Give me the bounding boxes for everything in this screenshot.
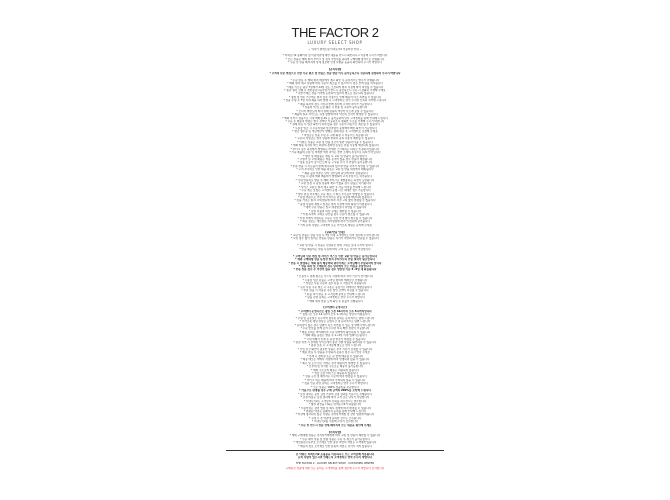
terms-line: * 주문 전 반드시 상품 상세 페이지의 모든 내용을 확인해 주세요 (298, 423, 372, 427)
terms-line: * 더팩토리2를 이용해 주셔서 감사합니다 (311, 420, 359, 424)
terms-line: * 교환 및 반품 시 상품은 수령하신 상태 그대로 보내 주셔야 합니다 (297, 244, 373, 248)
terms-line: * 모니터 해상도에 따라 실제 상품의 색상이 다르게 보일 수 있습니다 (296, 109, 374, 113)
terms-line: * 상품 수령 후 7일 이내 제품 하자 발생 시 고객센터로 연락 주시면 신속히 처리해 드립니다 (283, 99, 387, 103)
terms-line: * 관부가세는 상품 가격에 포함되어 있으며 별도로 청구되지 않습니다 (295, 92, 375, 96)
terms-line: * 고객님의 단순 변심 및 사이즈 미스로 인한 교환 및 반품은 불가능합니다 (293, 254, 377, 258)
terms-line: * 점심시간 오후 12시부터 오후 1시까지는 상담이 어렵습니다 (300, 313, 370, 317)
terms-line: * 교환 요청 시 동일 상품의 재고가 없을 경우 환불로 처리됩니다 (298, 182, 372, 186)
shop-logo[interactable]: THE FACTOR 2 (291, 25, 379, 40)
terms-line: * 리셀 목적의 구매로 판단될 경우 주문이 취소될 수 있습니다 (300, 213, 370, 217)
terms-line: * 해외 배송 송장은 발송 후 1~2일 이내 업데이트됩니다 (303, 334, 367, 338)
terms-line: * 향수 및 화장품은 개봉 후 교환 및 반품이 불가능합니다 (303, 154, 367, 158)
terms-line: * 배송지 정보 오기재로 인한 분실의 책임은 당사가 지지 않습니다 (298, 444, 372, 448)
terms-line: * 약관에 명시되지 않은 사항은 전자상거래법 및 관련 법령에 따릅니다 (295, 413, 375, 417)
terms-line: * 가품으로 판명될 경우 구매 금액의 200%를 보상해 드립니다 (299, 389, 371, 393)
terms-line: * 카카오톡 채널 상담은 운영시간 내 순차적으로 답변 드립니다 (299, 320, 371, 324)
terms-line: * 교환 및 반품은 상품 수령 후 7일 이내 고객센터로 먼저 접수해 주셔야 합니다 (290, 233, 380, 237)
section-heading: [교환/반품 안내] (325, 230, 345, 234)
terms-line: * 사전 접수 없이 임의로 반송된 상품은 처리가 지연되거나 반송될 수 있습니다 (290, 237, 380, 241)
terms-line: * 해외 구매대행 상품은 전자상거래법에 따라 교환 및 반품이 제한될 수 있습니다 (289, 434, 381, 438)
terms-line: * 결제 완료 후 입금 확인이 되지 않을 경우 주문이 자동으로 취소될 수 있습니다 (290, 123, 380, 127)
terms-line: * 반품 상품 검수 후 이상이 없을 경우 영업일 기준 3~5일 내 환불됩니다 (293, 268, 377, 272)
section-heading: [공지사항] (328, 68, 342, 72)
terms-line: * 제품 하자의 경우 사진과 함께 접수해 주셔야 처리가 가능합니다 (298, 102, 372, 106)
terms-body (222, 54, 448, 448)
terms-line: * 부재 시 경비실 또는 문 앞에 배송될 수 있습니다 (306, 354, 364, 358)
terms-line: * 구매 시 본 약관에 동의한 것으로 간주됩니다 (308, 416, 362, 420)
terms-line: * 가죽 제품의 주름 및 미세한 색상 차이는 천연 소재의 특성으로 하자가 아닙니다 (289, 151, 381, 155)
terms-line: * 환불 처리 완료 후 고객님께 문자로 안내해 드립니다 (304, 292, 366, 296)
footer-small-line: THE FACTOR 2 · LUXURY SELECT SHOP · CUSTOMER CENTER (295, 461, 375, 465)
terms-line: * 주문 취소 요청은 고객센터 운영 시간 내에만 접수 가능합니다 (299, 189, 371, 193)
terms-line: * 개인통관고유부호 오기재로 인한 통관 지연의 책임은 고객에게 있습니다 (293, 441, 377, 445)
footer-red-notice: 구매하신 상품에 대한 모든 문의는 고객센터를 통해 접수해 주시기 바랍니다 감사합니다 (285, 467, 385, 471)
intro-line: ~ 럭셔리 셀렉트샵 더팩토리2 이용약관 안내 ~ (308, 48, 362, 51)
terms-line: * 신용카드 결제 취소는 카드사 사정에 따라 처리 기간이 상이합니다 (296, 275, 374, 279)
terms-line: * 수입 요건 확인이 필요한 상품은 추가 서류가 요청될 수 있습니다 (297, 347, 373, 351)
terms-document (222, 22, 448, 498)
terms-line: * 배송 메모는 택배사 사정에 따라 반영되지 않을 수 있습니다 (300, 358, 370, 362)
terms-line: * 주문 제작 상품 및 맞춤 상품은 주문 후 취소가 불가능합니다 (300, 437, 370, 441)
terms-line: * 상품 가격은 현지 시세 변동에 따라 사전 고지 없이 변경될 수 있습니다 (294, 199, 376, 203)
terms-line: * 쿠폰 사용 주문 취소 시 쿠폰은 유효기간 내에서만 재발급됩니다 (298, 285, 372, 289)
terms-line: * 정품 보증서 및 더스트백 등 구성품 누락 시 반품이 불가능합니다 (297, 161, 373, 165)
terms-line: * 문의량이 많은 경우 답변이 다소 지연될 수 있는 점 양해 부탁드립니다 (294, 323, 376, 327)
terms-line: * 주문 후 배송지 변경은 발주 전에만 가능하오니 정확한 주소를 기재해 주시기 바랍니다 (285, 120, 385, 124)
terms-line: * 제품의 실측 사이즈는 측정 방법에 따라 약간의 오차가 발생할 수 있습니다 (292, 113, 378, 117)
terms-line: * 명절 및 연휴 기간에는 현지 물류 사정으로 인해 배송이 다소 지연될 수 있습니다 (288, 95, 382, 99)
terms-line: * 해외 구매대행 상품 특성상 현지 부티크로의 반품 절차가 필요합니다 (295, 258, 375, 262)
terms-line: * 고객 부주의로 인한 제품 파손은 교환 및 반품 대상에서 제외됩니다 (296, 168, 374, 172)
terms-line: * 정품 인증 관련 문의는 고객센터로 연락 주시기 바랍니다 (302, 382, 368, 386)
terms-line: * 부분 환불 시 사용된 쿠폰 할인 금액이 차감될 수 있습니다 (301, 289, 369, 293)
terms-line: * 현금 영수증 및 세금계산서 발행은 결제 완료 후 고객센터로 요청해 주세요 (292, 130, 378, 134)
terms-line: * 해외 주소로의 배송은 지원하지 않습니다 (310, 368, 359, 372)
terms-line: * 상품 하자 및 오배송의 경우 당사에서 모든 비용을 부담합니다 (298, 265, 372, 269)
terms-line: * 항상 최선을 다하는 더팩토리2가 되겠습니다 (308, 403, 362, 407)
terms-line: * 반품 시 왕복 해외 배송비가 발생하며 고객 부담으로 처리됩니다 (298, 175, 372, 179)
terms-line: * 고객의 단순 변심으로 인한 주문 취소 및 반품은 상품 발송 이후 불가능하오니 신중하게 결정하여 주시기 바랍니다 (269, 71, 401, 75)
terms-line: * 보상 절차는 공인 감정 기관의 감정 결과를 기준으로 진행됩니다 (298, 392, 372, 396)
terms-line: * 고객센터 운영시간은 평일 오전 10시부터 오후 5시까지입니다 (298, 309, 372, 313)
terms-line: * 무통장 입금 시 주문자명과 입금자명이 동일해야 빠른 확인이 가능합니다 (293, 126, 377, 130)
terms-line: * 배송 기간은 평균 7일에서 14일 정도 소요되며 현지 사정에 따라 지연될 수 있습니다 (286, 85, 384, 89)
terms-line: * 통관 절차 진행 시 개인통관고유부호가 반드시 필요하오니 주문 시 정확히 기재해 주세요 (284, 88, 386, 92)
section-heading: [고객센터 운영시간] (323, 306, 347, 310)
terms-line: * 반품 배송비는 반품 사유에 따라 고객 또는 당사가 부담합니다 (299, 247, 371, 251)
footer-notice (222, 453, 448, 460)
terms-line: * 변경된 약관은 홈페이지 공지를 통해 안내해 드립니다 (303, 410, 367, 414)
terms-line: * 더팩토리2는 고객님의 신뢰를 최우선으로 생각합니다 (303, 399, 367, 403)
terms-line: * 배송 조회는 마이페이지 주문 내역에서 확인하실 수 있습니다 (299, 330, 371, 334)
footer-bold-line: 문의 사항이 있으시면 언제든지 고객센터로 연락 주시기 바랍니다 (298, 456, 372, 460)
terms-line: * 감정 비용은 감정 결과에 따라 고객 또는 당사가 부담합니다 (300, 396, 370, 400)
terms-line: * 회원 정보는 개인정보 처리방침에 따라 안전하게 관리됩니다 (300, 220, 370, 224)
footer-divider (226, 450, 444, 451)
terms-line: * 해외 배송 특성상 박스 외관의 경미한 손상은 반품 사유에 해당되지 않습니다 (290, 144, 380, 148)
terms-line: * 부티크 검수 과정에서 발생하는 미세한 스크래치는 하자로 인정되지 않습니다 (290, 147, 380, 151)
terms-line: * 더팩토리2 홈페이지 및 이용약관에 대한 내용을 반드시 확인하시고 이용해 주시기 바랍니다 (282, 54, 388, 58)
terms-line: * 국내 택배사 인계 후 송장 번호가 변경될 수 있습니다 (304, 337, 366, 341)
terms-line: * 주문 번호를 함께 남겨 주시면 더욱 빠른 상담이 가능합니다 (300, 327, 370, 331)
terms-line: * 선물 포장 서비스는 제공되지 않습니다 (312, 372, 358, 376)
terms-line: * 통관 지연 시 관세청 사이트에서 통관 진행 상황을 확인하실 수 있습니다 (293, 340, 377, 344)
terms-line: * 부티크 택은 제품에 따라 부착되지 않을 수 있습니다 (304, 378, 366, 382)
terms-line: * 모든 상품은 100% 정품임을 보증합니다 (311, 385, 359, 389)
terms-line: * 제품 불량 여부는 당사 검수팀의 판단에 따라 결정됩니다 (302, 171, 368, 175)
terms-line: * 주말 및 공휴일은 휴무이며 접수된 문의는 순차적으로 답변 드립니다 (295, 316, 375, 320)
terms-line: * 무통장 입금 환불은 고객님 명의의 계좌로만 진행됩니다 (302, 278, 368, 282)
terms-line: * 반품 시 발생하는 해외 왕복 배송비와 관부가세는 고객님께서 부담하셔야 합니다 (288, 261, 382, 265)
terms-line: * 해외 현지 반품 도착 확인 후 환불이 진행됩니다 (307, 299, 363, 303)
shop-tagline: LUXURY SELECT SHOP (307, 40, 363, 45)
terms-line: * 적립금은 상품 수령 후 구매 확정 시 자동으로 지급됩니다 (301, 133, 369, 137)
terms-line: * 발주 완료 이후에는 주문 취소 시 취소 수수료가 발생할 수 있습니다 (295, 192, 375, 196)
terms-line: * 국내 반품지로 발송 후 해외 부티크로 재발송하는 과정이 포함됩니다 (295, 178, 375, 182)
terms-line: * 부분 반품 시 사은품이 함께 회수되지 않으면 반품 처리가 지연될 수 있습니다 (290, 164, 380, 168)
terms-line: * 해외 부티크 정품으로 국내 백화점 AS 는 불가능하며 당사 고객센터를 통해 안내해 드립니다 (282, 116, 388, 120)
terms-line: * 사이즈 교환은 현지 재고 확인 후 가능 여부를 안내해 드립니다 (298, 185, 372, 189)
terms-line: * 해외 현지 재고 상황에 따라 주문이 취소될 수 있으며 이 경우 전액 환불 처리됩니다 (287, 82, 383, 86)
terms-line: * 품절 상품의 재입고 일정은 현지 사정에 따라 확정이 어렵습니다 (298, 202, 372, 206)
terms-line: * 통관 보류 시 고객님께 별도로 연락 드립니다 (308, 344, 362, 348)
terms-line: * 주문 완료 후 해외 현지 매장에서 재고 확인 후 순차적으로 발주가 진행됩니다 (290, 78, 380, 82)
terms-line: * 기타 문의 사항은 고객센터 또는 카카오톡 채널로 문의해 주세요 (298, 223, 372, 227)
section-heading: [주의사항] (328, 430, 342, 434)
terms-line: * 환불 관련 문의는 고객센터로 연락 주시기 바랍니다 (305, 296, 365, 300)
terms-line: * 환율 변동으로 인한 가격 차이는 환불 사유에 해당되지 않습니다 (298, 196, 372, 199)
footer-bold-line: 본 약관은 더팩토리2 쇼핑몰을 이용하시는 모든 고객님께 적용됩니다 (295, 452, 375, 456)
terms-line: * 상품 구성 및 패키지는 시즌에 따라 변경될 수 있습니다 (303, 375, 367, 379)
terms-line: * 부정 거래가 의심되는 주문은 사전 안내 없이 취소될 수 있습니다 (297, 216, 373, 220)
terms-line: * 모든 상품은 해외 현지 부티크 및 정식 수입처를 통하여 구매대행 방식으로 진행됩니다 (285, 57, 385, 61)
terms-line: * 쿠폰과 적립금은 일부 상품에 한하여 중복 사용이 제한될 수 있습니다 (295, 137, 375, 141)
terms-line: * 군부대 및 사서함 주소로는 배송이 불가능합니다 (306, 365, 364, 369)
terms-line: * 배송 완료 후 상품을 수령하지 못하신 경우 즉시 연락 주세요 (300, 351, 370, 355)
terms-line: * 적립금 사용 주문의 경우 환불 시 적립금이 복원됩니다 (303, 282, 367, 286)
terms-line: * 주문 전 상품 페이지의 상세 정보와 안내 사항을 꼼꼼히 확인하여 주시기 바랍니다 (288, 61, 382, 65)
terms-line: * 동일 상품의 대량 구매는 제한될 수 있습니다 (308, 209, 362, 213)
terms-line: * 제주 및 도서 산간 지역은 추가 배송비가 발생할 수 있습니다 (300, 361, 370, 365)
terms-line: * 주얼리 및 시계 제품은 착용 흔적이 있을 경우 반품이 제한됩니다 (297, 158, 373, 162)
terms-line: * 이용약관은 관련 법령 및 회사 정책에 따라 변경될 수 있습니다 (298, 406, 372, 410)
terms-line: * 이벤트 상품은 교환 및 반품 조건이 일반 상품과 다를 수 있습니다 (297, 140, 373, 144)
terms-line: * 예약 주문 상품은 입고 예정일보다 지연될 수 있습니다 (303, 206, 367, 210)
terms-line: * 상품의 택 및 포장 훼손 시 반품 및 교환이 불가능합니다 (302, 106, 368, 110)
